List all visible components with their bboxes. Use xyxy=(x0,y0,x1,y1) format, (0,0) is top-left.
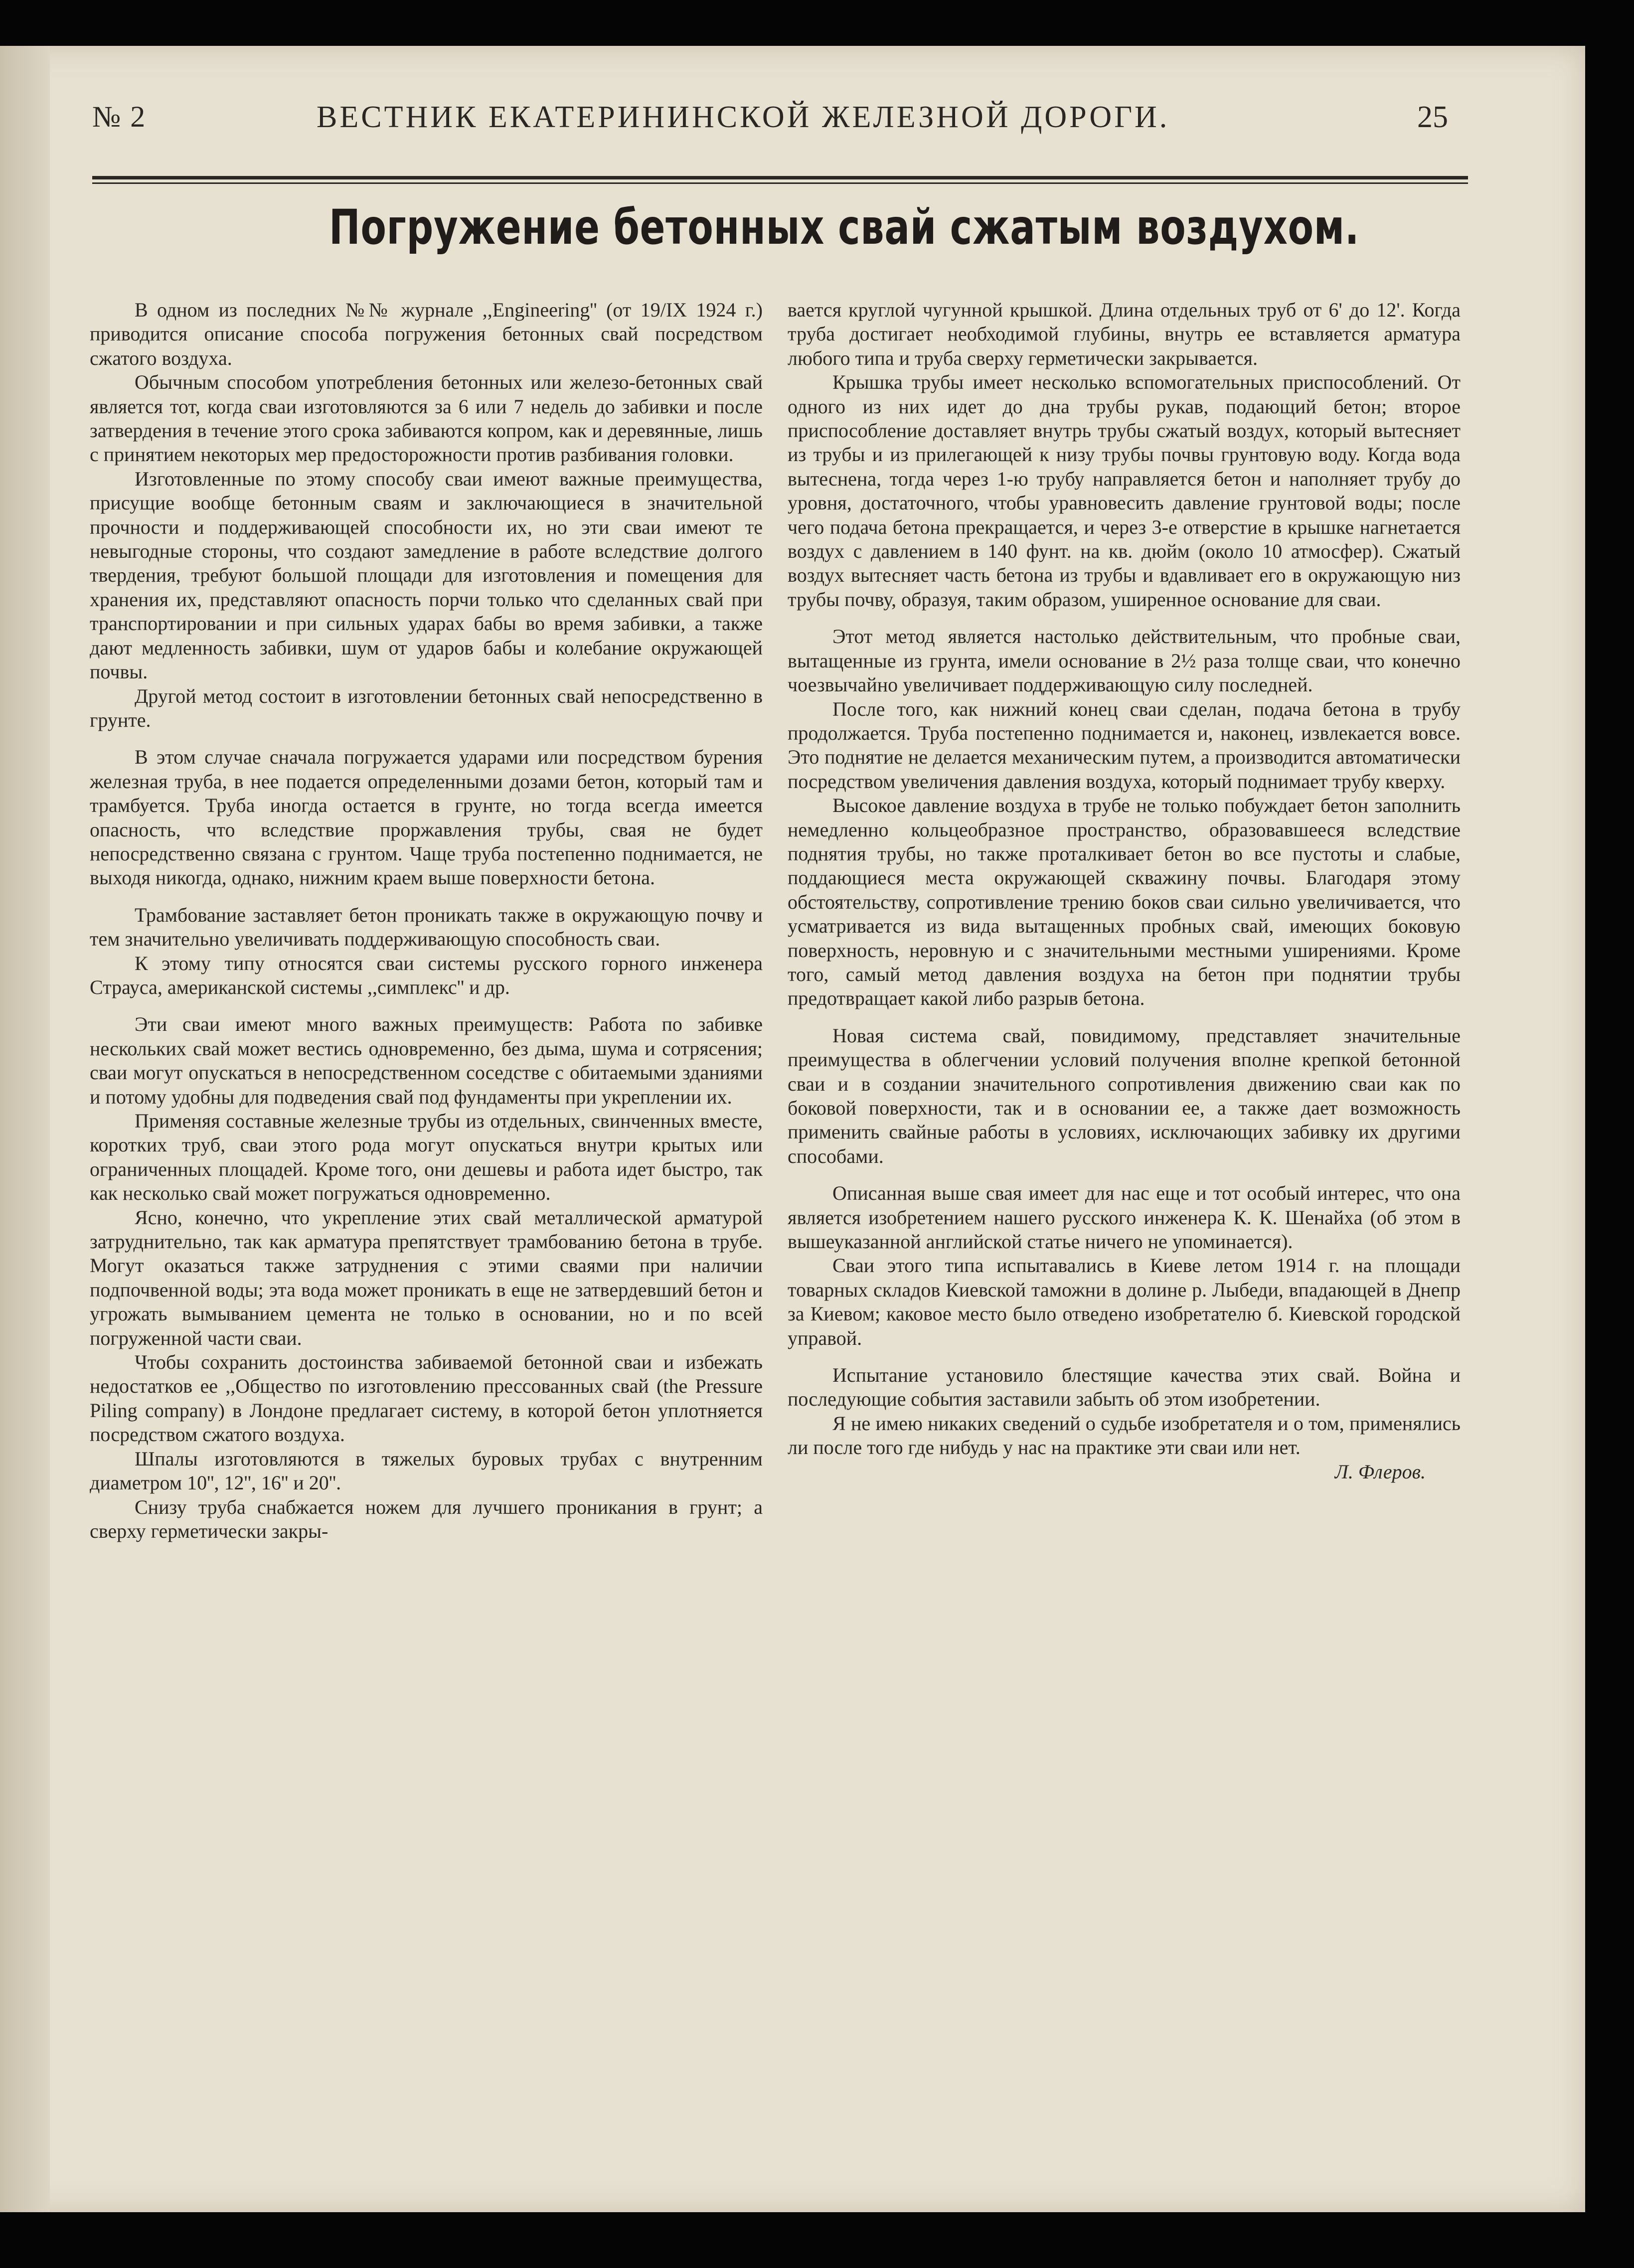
adjacent-page-edge xyxy=(0,46,50,2212)
page-header xyxy=(92,100,1468,155)
paragraph: Шпалы изготовляются в тяжелых буровых трубах с внутренним диаметром 10'', 12'', 16'' и 20''. xyxy=(90,1447,763,1494)
paragraph: Применяя составные железные трубы из отдельных, свинченных вместе, коротких труб, сваи этого рода могут опускаться внутри крытых или ограниченных площадей. Кроме того, они дешевы и работа идет быстро, так как несколько свай может погружаться одновременно. xyxy=(90,1110,763,1205)
paragraph: Сваи этого типа испытавались в Киеве летом 1914 г. на площади товарных складов Киевской таможни в долине р. Лыбеди, впадающей в Днепр за Киевом; каковое место было отведено изобретателю б. Киевской городской управой. xyxy=(788,1254,1461,1349)
header-rule-thin xyxy=(92,182,1468,184)
paragraph: После того, как нижний конец сваи сделан, подача бетона в трубу продолжается. Труба постепенно поднимается и, наконец, извлекается вовсе. Это поднятие не делается механическим путем, а производится автоматически посредством увеличения давления воздуха, который поднимает трубу кверху. xyxy=(788,697,1461,793)
paragraph: В этом случае сначала погружается ударами или посредством бурения железная труба, в нее подается определенными дозами бетон, который там и трамбуется. Труба иногда остается в грунте, но тогда всегда имеется опасность, что вследствие проржавления трубы, свая не будет непосредственно связана с грунтом. Чаще труба постепенно поднимается, не выходя никогда, однако, нижним краем выше поверхности бетона. xyxy=(90,746,763,889)
issue-number: № 2 xyxy=(92,100,147,133)
page-number: 25 xyxy=(1417,100,1448,134)
paragraph: Снизу труба снабжается ножем для лучшего проникания в грунт; а сверху герметически закры- xyxy=(90,1495,763,1542)
left-column xyxy=(90,298,763,1543)
paragraph: Я не имею никаких сведений о судьбе изобретателя и о том, применялись ли после того где нибудь у нас на практике эти сваи или нет. xyxy=(788,1412,1461,1459)
paragraph: Обычным способом употребления бетонных или железо-бетонных свай является тот, когда сваи изготовляются за 6 или 7 недель до забивки и после затвердения в течение этого срока забиваются копром, как и деревянные, лишь с принятием некоторых мер предосторожности против разбивания головки. xyxy=(90,371,763,466)
paragraph: Описанная выше свая имеет для нас еще и тот особый интерес, что она является изобретением нашего русского инженера К. К. Шенайха (об этом в вышеуказанной английской статье ничего не упоминается). xyxy=(788,1182,1461,1253)
paragraph: Эти сваи имеют много важных преимуществ: Работа по забивке нескольких свай может вестись одновременно, без дыма, шума и сотрясения; сваи могут опускаться в непосредственном соседстве с обитаемыми зданиями и потому удобны для подведения свай под фундаменты при укреплении их. xyxy=(90,1013,763,1108)
paragraph: К этому типу относятся сваи системы русского горного инженера Страуса, американской системы ,,симплекс'' и др. xyxy=(90,952,763,998)
paragraph: Крышка трубы имеет несколько вспомогательных приспособлений. От одного из них идет до дна трубы рукав, подающий бетон; второе приспособление доставляет внутрь трубы сжатый воздух, который вытесняет из трубы и из прилегающей к низу трубы почвы грунтовую воду. Когда вода вытеснена, тогда через 1-ю трубу направляется бетон и наполняет трубу до уровня, достаточного, чтобы уравновесить давление грунтовой воды; после чего подача бетона прекращается, и через 3-е отверстие в крышке нагнетается воздух с давлением в 140 фунт. на кв. дюйм (около 10 атмосфер). Сжатый воздух вытесняет часть бетона из трубы и вдавливает его в окружающую низ трубы почву, образуя, таким образом, уширенное основание для сваи. xyxy=(788,371,1461,611)
journal-title: ВЕСТНИК ЕКАТЕРИНИНСКОЙ ЖЕЛЕЗНОЙ ДОРОГИ. xyxy=(317,100,1170,134)
article-title: Погружение бетонных свай сжатым воздухом. xyxy=(329,199,1360,255)
header-rule-thick xyxy=(92,176,1468,179)
paragraph: Трамбование заставляет бетон проникать также в окружающую почву и тем значительно увеличивать поддерживающую способность сваи. xyxy=(90,903,763,951)
paragraph: Испытание установило блестящие качества этих свай. Война и последующие события заставили забыть об этом изобретении. xyxy=(788,1364,1461,1411)
paragraph: Другой метод состоит в изготовлении бетонных свай непосредственно в грунте. xyxy=(90,684,763,731)
paragraph: Высокое давление воздуха в трубе не только побуждает бетон заполнить немедленно кольцеобразное пространство, образовавшееся вследствие поднятия трубы, но также проталкивает бетон во все пустоты и слабые, поддающиеся места окружающей скважину почвы. Благодаря этому обстоятельству, сопротивление трению боков сваи сильно увеличивается, что усматривается из вида вытащенных пробных свай, имеющих боковую поверхность, неровную и с значительными местными уширениями. Кроме того, самый метод давления воздуха на бетон при поднятии трубы предотвращает какой либо разрыв бетона. xyxy=(788,794,1461,1010)
paragraph: Ясно, конечно, что укрепление этих свай металлической арматурой затруднительно, так как арматура препятствует трамбованию бетона в трубе. Могут оказаться также затруднения с этими сваями при наличии подпочвенной воды; эта вода может проникать в еще не затвердевший бетон и угрожать вымыванием цемента не только в основании, но и по всей погруженной части сваи. xyxy=(90,1206,763,1349)
paragraph: Новая система свай, повидимому, представляет значительные преимущества в облегчении условий получения вполне крепкой бетонной сваи и в создании значительного сопротивления движению сваи как по боковой поверхности, так и в основании ее, а также дает возможность применить свайные работы в условиях, исключающих забивку их другими способами. xyxy=(788,1024,1461,1167)
paragraph: Чтобы сохранить достоинства забиваемой бетонной сваи и избежать недостатков ее ,,Общество по изготовлению прессованных свай (the Pressure Piling company) в Лондоне предлагает систему, в которой бетон уплотняется посредством сжатого воздуха. xyxy=(90,1351,763,1446)
paragraph: Изготовленные по этому способу сваи имеют важные преимущества, присущие вообще бетонным сваям и заключающиеся в значительной прочности и поддерживающей способности их, но эти сваи имеют те невыгодные стороны, что создают замедление в работе вследствие долгого твердения, требуют большой площади для изготовления и помещения для хранения их, представляют опасность порчи только что сделанных свай при транспортировании и при сильных ударах бабы во время забивки, а также дают медленность забивки, шум от ударов бабы и колебание окружающей почвы. xyxy=(90,467,763,683)
paragraph: Этот метод является настолько действительным, что пробные сваи, вытащенные из грунта, имели основание в 2½ раза толще сваи, что конечно чоезвычайно увеличивает поддерживающую силу последней. xyxy=(788,625,1461,696)
paragraph-continuation: вается круглой чугунной крышкой. Длина отдельных труб от 6' до 12'. Когда труба достигает необходимой глубины, внутрь ее вставляется арматура любого типа и труба сверху герметически закрывается. xyxy=(788,299,1461,369)
author-signature: Л. Флеров. xyxy=(1334,1460,1426,1483)
paragraph: В одном из последних №№ журнале ,,Engineering'' (от 19/IX 1924 г.) приводится описание способа погружения бетонных свай посредством сжатого воздуха. xyxy=(90,299,763,369)
right-column xyxy=(788,298,1461,1484)
